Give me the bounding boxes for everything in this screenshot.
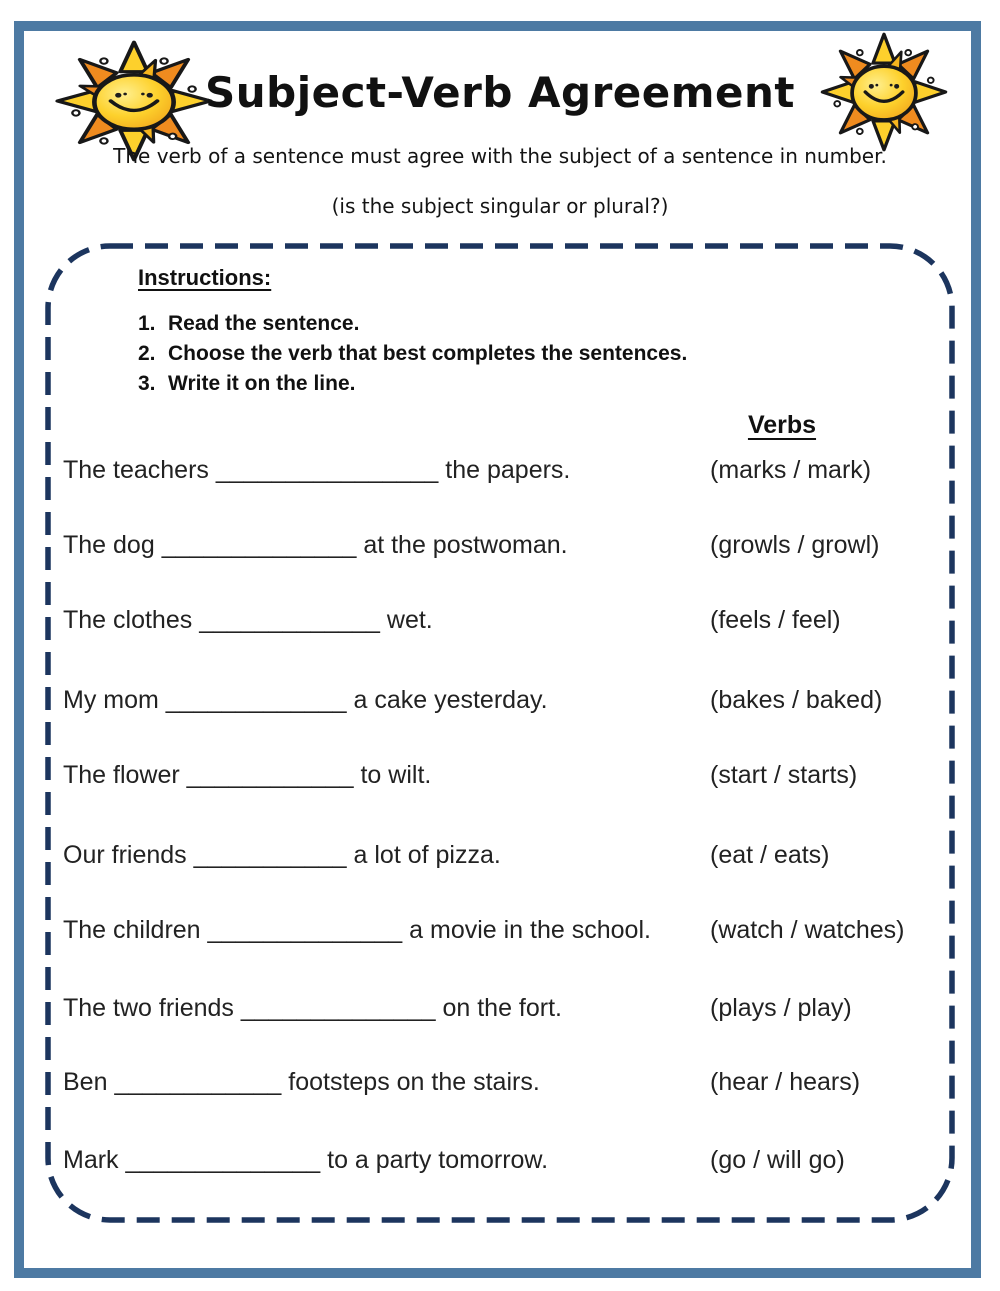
sentence-post: the papers. — [445, 456, 571, 484]
sentence-pre: The two friends — [63, 994, 234, 1022]
sentence-post: footsteps on the stairs. — [288, 1068, 540, 1096]
step-text: Write it on the line. — [168, 372, 356, 395]
sentence-text — [63, 527, 568, 563]
answer-blank[interactable]: _____________ — [165, 686, 347, 714]
sentence-pre: Mark — [63, 1146, 119, 1174]
answer-blank[interactable]: ______________ — [161, 531, 357, 559]
worksheet-box — [45, 243, 955, 1223]
answer-blank[interactable]: ________________ — [215, 456, 439, 484]
verb-options: (eat / eats) — [710, 841, 830, 869]
verb-options: (start / starts) — [710, 761, 858, 789]
sentence-row — [63, 990, 943, 1026]
answer-blank[interactable]: ___________ — [193, 841, 347, 869]
sentence-post: wet. — [386, 606, 433, 634]
sentence-pre: Our friends — [63, 841, 187, 869]
answer-blank[interactable]: ______________ — [207, 916, 403, 944]
verb-options: (watch / watches) — [710, 916, 905, 944]
sentence-row — [63, 757, 943, 793]
answer-blank[interactable]: ______________ — [240, 994, 436, 1022]
sentence-row — [63, 602, 943, 638]
sentence-pre: The teachers — [63, 456, 209, 484]
sentence-text — [63, 837, 501, 873]
instructions-list — [138, 309, 687, 399]
verb-options: (feels / feel) — [710, 606, 841, 634]
step-text: Choose the verb that best completes the sentences. — [168, 342, 688, 365]
subtitle: The verb of a sentence must agree with the subject of a sentence in number. — [113, 144, 887, 168]
sentence-text — [63, 1064, 540, 1100]
sentence-post: at the postwoman. — [363, 531, 568, 559]
sentence-pre: The clothes — [63, 606, 193, 634]
page-title: Subject-Verb Agreement — [204, 68, 796, 117]
sentence-text — [63, 912, 651, 948]
verb-options: (bakes / baked) — [710, 686, 883, 714]
sentence-pre: My mom — [63, 686, 159, 714]
answer-blank[interactable]: ____________ — [186, 761, 354, 789]
verb-options: (plays / play) — [710, 994, 852, 1022]
sentence-pre: The flower — [63, 761, 180, 789]
sentence-post: to a party tomorrow. — [327, 1146, 549, 1174]
answer-blank[interactable]: _____________ — [199, 606, 380, 634]
instructions-section — [138, 265, 687, 399]
sentence-text — [63, 452, 570, 488]
sentence-text — [63, 602, 433, 638]
answer-blank[interactable]: ______________ — [125, 1146, 321, 1174]
sentence-post: to wilt. — [360, 761, 432, 789]
sentence-text — [63, 990, 562, 1026]
step-number: 3. — [138, 372, 156, 395]
sentence-pre: The children — [63, 916, 201, 944]
verb-options: (marks / mark) — [710, 456, 872, 484]
sentence-row — [63, 1064, 943, 1100]
sentence-text — [63, 757, 431, 793]
sentence-post: a movie in the school. — [409, 916, 651, 944]
verbs-heading: Verbs — [747, 411, 817, 439]
verb-options: (go / will go) — [710, 1146, 845, 1174]
step-number: 1. — [138, 312, 156, 335]
sentence-post: a lot of pizza. — [353, 841, 501, 869]
answer-blank[interactable]: ____________ — [114, 1068, 282, 1096]
instruction-step — [138, 309, 687, 339]
instructions-heading: Instructions: — [138, 265, 272, 290]
sentence-text — [63, 1142, 548, 1178]
sentence-row — [63, 912, 943, 948]
sentence-row — [63, 682, 943, 718]
sentence-row — [63, 1142, 943, 1178]
sentence-row — [63, 452, 943, 488]
instruction-step — [138, 339, 687, 369]
sentence-post: a cake yesterday. — [353, 686, 548, 714]
sentence-pre: The dog — [63, 531, 155, 559]
sentence-post: on the fort. — [442, 994, 563, 1022]
verb-options: (growls / growl) — [710, 531, 880, 559]
instruction-step — [138, 369, 687, 399]
verb-options: (hear / hears) — [710, 1068, 861, 1096]
sentence-row — [63, 527, 943, 563]
step-number: 2. — [138, 342, 156, 365]
sentence-pre: Ben — [63, 1068, 108, 1096]
subtitle-note: (is the subject singular or plural?) — [331, 194, 669, 218]
sentence-row — [63, 837, 943, 873]
step-text: Read the sentence. — [168, 312, 360, 335]
sentence-text — [63, 682, 548, 718]
